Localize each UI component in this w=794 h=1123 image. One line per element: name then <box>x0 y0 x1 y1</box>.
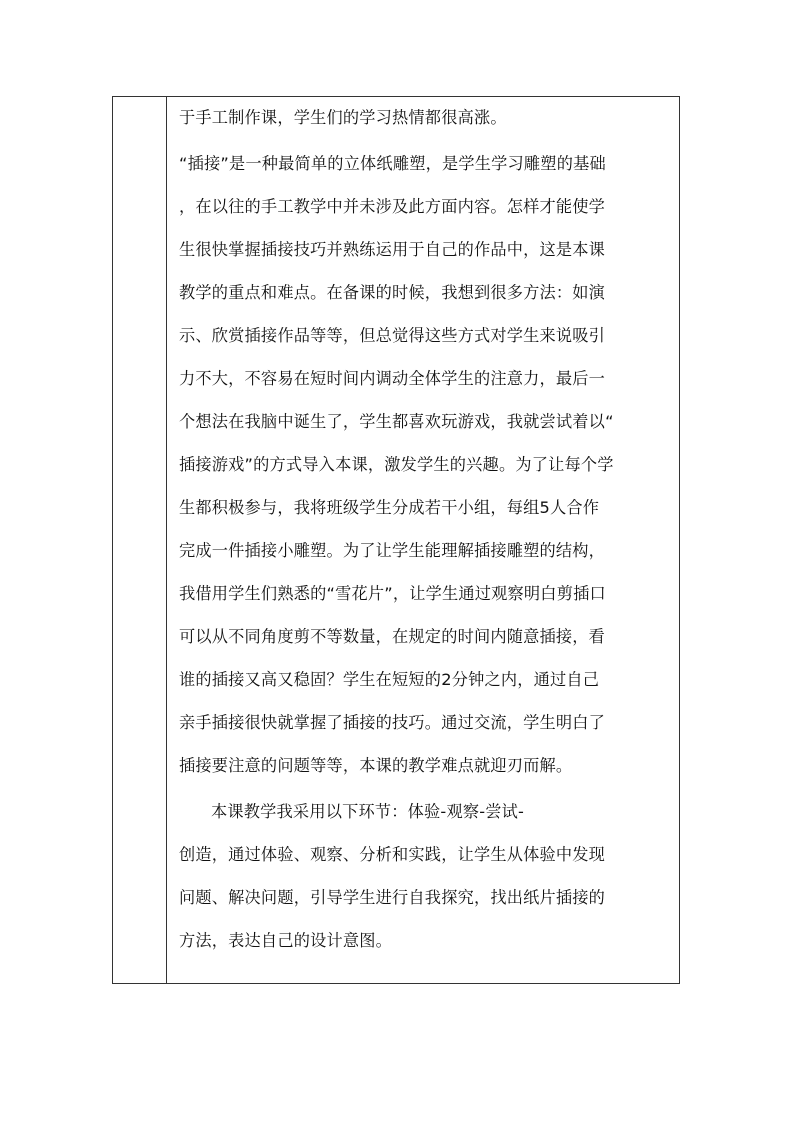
text-line: 亲手插接很快就掌握了插接的技巧。通过交流，学生明白了 <box>179 713 606 732</box>
text-line: 插接要注意的问题等等，本课的教学难点就迎刃而解。 <box>179 756 573 775</box>
text-line: 问题、解决问题，引导学生进行自我探究，找出纸片插接的 <box>179 888 606 907</box>
text-line: “插接”是一种最简单的立体纸雕塑，是学生学习雕塑的基础 <box>179 154 606 173</box>
text-line: 可以从不同角度剪不等数量，在规定的时间内随意插接，看 <box>179 627 606 646</box>
text-line: 方法，表达自己的设计意图。 <box>179 931 393 950</box>
text-line: 个想法在我脑中诞生了，学生都喜欢玩游戏，我就尝试着以“ <box>179 412 614 431</box>
text-line: 教学的重点和难点。在备课的时候，我想到很多方法：如演 <box>179 283 606 302</box>
text-line: 示、欣赏插接作品等等，但总觉得这些方式对学生来说吸引 <box>179 326 606 345</box>
text-line: 本课教学我采用以下环节：体验-观察-尝试- <box>211 802 525 821</box>
text-line: 于手工制作课，学生们的学习热情都很高涨。 <box>179 108 507 127</box>
text-line: ，在以往的手工教学中并未涉及此方面内容。怎样才能使学 <box>179 197 606 216</box>
text-line: 创造，通过体验、观察、分析和实践，让学生从体验中发现 <box>179 845 606 864</box>
text-line: 插接游戏”的方式导入本课，激发学生的兴趣。为了让每个学 <box>179 455 614 474</box>
text-line: 生很快掌握插接技巧并熟练运用于自己的作品中，这是本课 <box>179 240 606 259</box>
text-line: 完成一件插接小雕塑。为了让学生能理解插接雕塑的结构， <box>179 541 606 560</box>
table-left-cell <box>113 97 167 983</box>
table-content-cell <box>167 97 679 983</box>
text-line: 力不大，不容易在短时间内调动全体学生的注意力，最后一 <box>179 369 606 388</box>
text-line: 我借用学生们熟悉的“雪花片”，让学生通过观察明白剪插口 <box>179 584 606 603</box>
text-line: 生都积极参与，我将班级学生分成若干小组，每组5人合作 <box>179 498 600 517</box>
text-line: 谁的插接又高又稳固？学生在短短的2分钟之内，通过自己 <box>179 670 600 689</box>
lesson-table <box>112 96 680 984</box>
